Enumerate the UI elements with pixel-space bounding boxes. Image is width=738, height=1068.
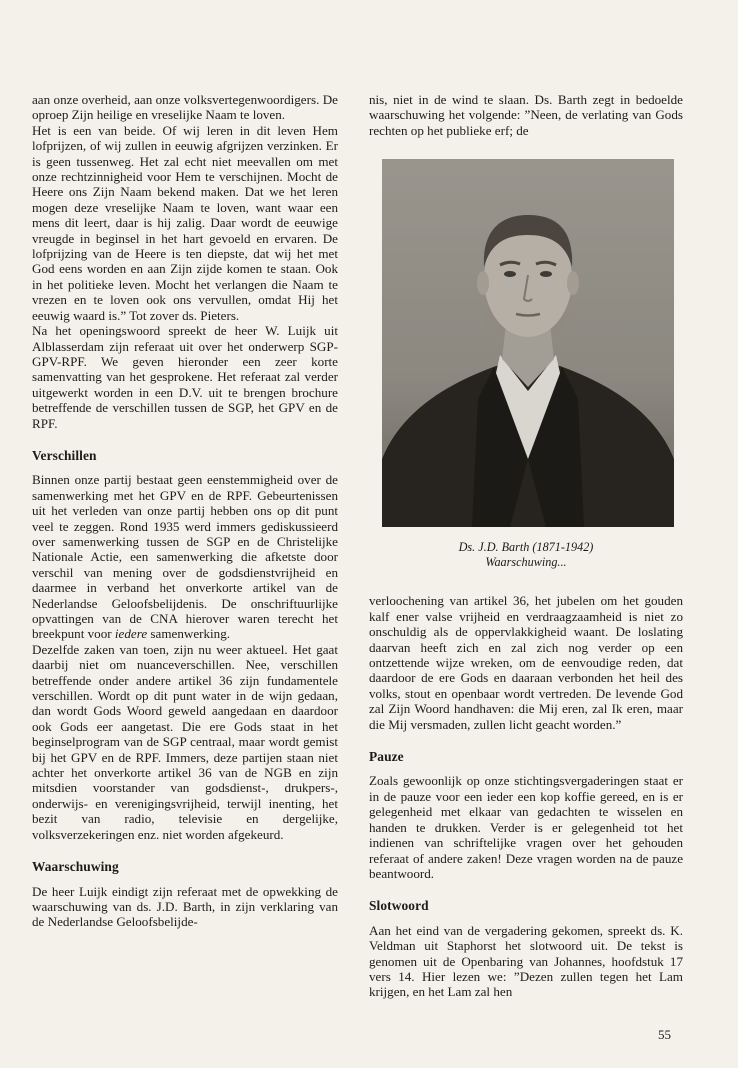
emphasis-text: iedere [114, 626, 148, 642]
photo-caption [369, 540, 683, 569]
portrait-photo [382, 159, 674, 527]
paragraph: nis, niet in de wind te slaan. Ds. Barth zegt in bedoelde waarschuwing het volgende: ”Neen, de verlating van Gods rechten op het publieke erf; de [369, 92, 683, 138]
paragraph: Zoals gewoonlijk op onze stichtingsvergaderingen staat er in de pauze voor een ieder een kop koffie gereed, en is er gelegenheid met elkaar van gedachten te wisselen en handen te drukken. Verder is er gelegenheid tot het indienen van schriftelijke vragen over het gehouden referaat of andere zaken! Deze vragen worden na de pauze beantwoord. [369, 773, 683, 881]
paragraph: aan onze overheid, aan onze volksvertegenwoordigers. De oproep Zijn heilige en vreselijke Naam te loven. [32, 92, 338, 123]
paragraph: De heer Luijk eindigt zijn referaat met de opwekking de waarschuwing van ds. J.D. Barth, in zijn verklaring van de Nederlandse Geloofsbelijde- [32, 883, 338, 930]
section-heading-pauze: Pauze [369, 749, 404, 765]
paragraph-text: Binnen onze partij bestaat geen eenstemmigheid over de samenwerking met het GPV en de RPF. Gebeurtenissen uit het verleden van onze partij hebben ons op dit punt veel te zeggen. Rond 1935 werd immers gediskussieerd over samenwerking tussen de SGP en de Christelijke Nationale Actie, een samenwerking die afketste door verschil van mening over de godsdienstvrijheid en daarmee in verband het onverkorte artikel van de Nederlandse Geloofsbelijdenis. De onschriftuurlijke opvattingen van de CNA hierover waren terecht het breekpunt voor [32, 472, 338, 642]
right-column [369, 92, 683, 1000]
paragraph: verloochening van artikel 36, het jubelen om het gouden kalf ener valse vrijheid en verdraagzaamheid is niet zo onschuldig als de oppervlakkigheid waant. De loslating daarvan heeft zich en zal zich nog verder op een ontzettende wijze wreken, om de eenvoudige reden, dat daardoor de ere Gods en daaraan verbonden het heil des volks, stout en openbaar wordt vertreden. De levende God zal Zijn Woord handhaven: die Mij eren, zal Ik eren, maar die Mij versmaden, zullen licht geacht worden.” [369, 593, 683, 732]
paragraph: Het is een van beide. Of wij leren in dit leven Hem lofprijzen, of wij zullen in eeuwig afgrijzen verzinken. Er is geen tussenweg. Het zal echt niet meevallen om met onze rechtzinnigheid voor Hem te verschijnen. Mocht de Heere ons Zijn Naam bekend maken. Dat we het leren mogen deze vreselijke Naam te loven, want waar een mens dit leert, daar is hij zalig. Daar wordt de eeuwige vreugde in beginsel in het hart gevoeld en ervaren. De lofprijzing van de Heere is ten diepste, dat wij het met God eens worden en aan Zijn zijde komen te staan. Ook in het politieke leven. Mocht het verlangen die Naam te vrezen en te loven ook ons vervullen, omdat Hij het eeuwig waard is.” Tot zover ds. Pieters. [32, 122, 338, 323]
section-heading-verschillen: Verschillen [32, 447, 97, 463]
paragraph: Na het openingswoord spreekt de heer W. Luijk uit Alblasserdam zijn referaat uit over het onderwerp SGP-GPV-RPF. We geven hieronder een zeer korte samenvatting van het gesprokene. Het referaat zal verder uitgewerkt worden in een D.V. uit te brengen brochure betreffende de verschillen tussen de SGP, het GPV en de RPF. [32, 323, 338, 431]
paragraph-text: samenwerking. [147, 626, 231, 642]
paragraph: Dezelfde zaken van toen, zijn nu weer aktueel. Het gaat daarbij niet om nuanceverschillen. Nee, verschillen betreffende onder andere artikel 36 zijn fundamentele verschillen. Wordt op dit punt water in de wijn gedaan, dan wordt Gods Woord geweld aangedaan en daardoor ook Gods eer aangetast. Die ere Gods staat in het beginselprogram van de SGP centraal, maar wordt gemist bij het GPV en de RPF. Immers, deze partijen staan niet achter het onverkorte artikel 36 van de NGB en zijn mitsdien voorstander van godsdienst-, drukpers-, onderwijs- en verenigingsvrijheid, terwijl inenting, het bezit van radio, televisie en dergelijke, volksverzekeringen enz. niet worden afgekeurd. [32, 641, 338, 842]
page-number: 55 [658, 1027, 671, 1042]
caption-subtitle: Waarschuwing... [485, 554, 567, 569]
section-heading-slotwoord: Slotwoord [369, 898, 429, 914]
left-column [32, 92, 338, 930]
caption-name: Ds. J.D. Barth (1871-1942) [458, 540, 594, 555]
portrait-illustration [382, 159, 674, 527]
paragraph [32, 472, 338, 641]
section-heading-waarschuwing: Waarschuwing [32, 859, 119, 875]
paragraph: Aan het eind van de vergadering gekomen, spreekt ds. K. Veldman uit Staphorst het slotwoord uit. De tekst is genomen uit de Openbaring van Johannes, hoofdstuk 17 vers 14. Hier lezen we: ”Dezen zullen tegen het Lam krijgen, en het Lam zal hen [369, 922, 683, 1000]
